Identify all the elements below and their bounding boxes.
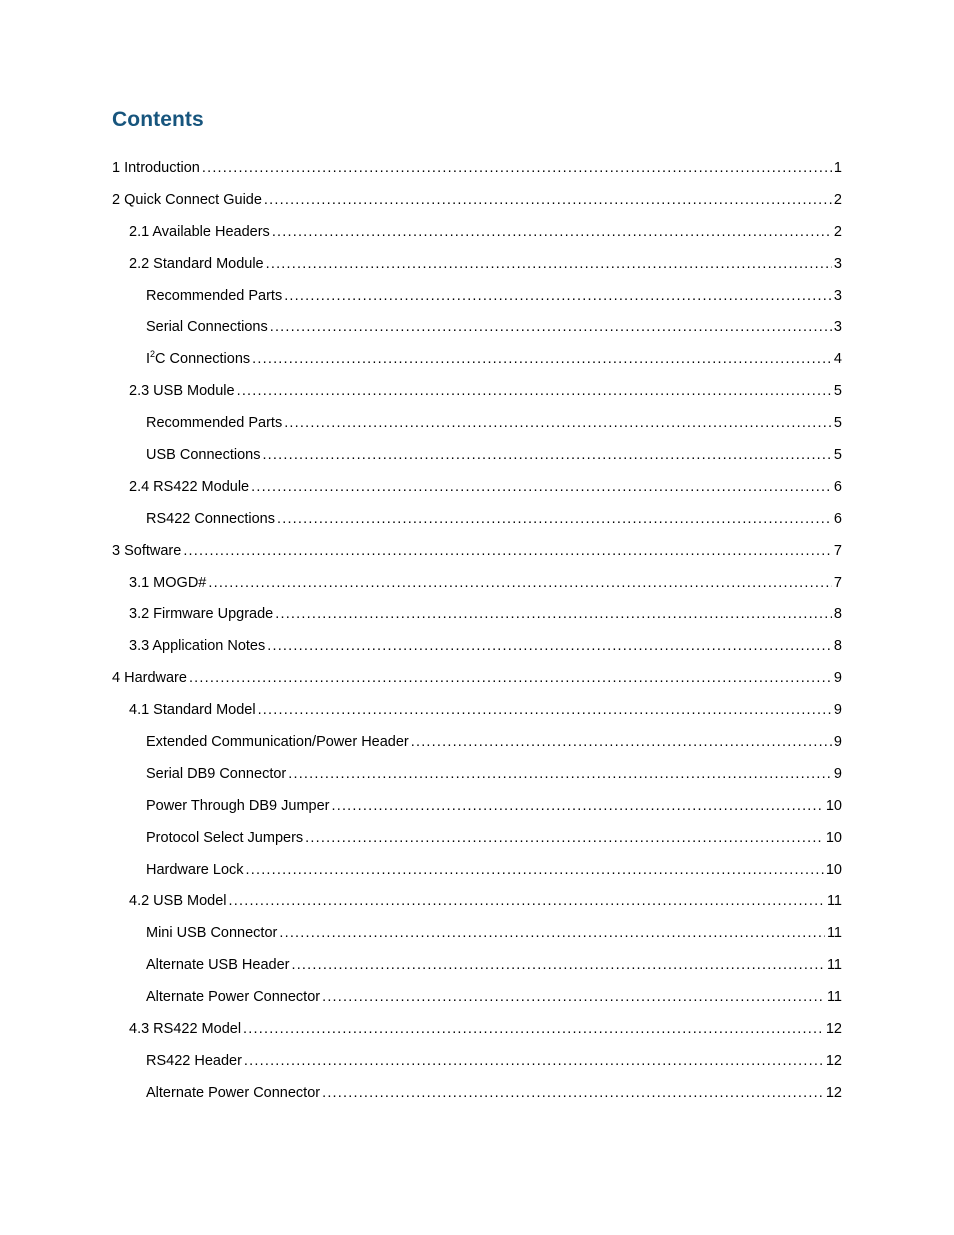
toc-entry[interactable] — [112, 537, 842, 569]
dot-leader — [284, 409, 832, 437]
toc-entry[interactable] — [112, 760, 842, 792]
toc-entry-title: 3.2 Firmware Upgrade — [129, 606, 274, 623]
toc-page-number: 10 — [825, 829, 842, 846]
dot-leader — [270, 313, 832, 341]
toc-entry[interactable] — [112, 792, 842, 824]
toc-entry-title: Alternate USB Header — [146, 957, 290, 974]
dot-leader — [275, 600, 832, 628]
toc-page-number: 9 — [833, 765, 842, 782]
toc-entry-title: Serial Connections — [146, 319, 268, 336]
toc-entry[interactable] — [112, 186, 842, 218]
toc-entry[interactable] — [112, 282, 842, 314]
toc-entry-title-prefix: I — [146, 351, 151, 368]
dot-leader — [267, 632, 832, 660]
toc-entry[interactable] — [112, 473, 842, 505]
toc-entry-title: 4.3 RS422 Model — [129, 1021, 242, 1038]
toc-page-number: 3 — [833, 287, 842, 304]
toc-entry-title: Protocol Select Jumpers — [146, 829, 304, 846]
toc-entry[interactable] — [112, 919, 842, 951]
dot-leader — [246, 856, 824, 884]
toc-entry-title: Hardware Lock — [146, 861, 244, 878]
toc-page-number: 11 — [826, 989, 842, 1006]
toc-entry[interactable] — [112, 632, 842, 664]
toc-entry-title: 1 Introduction — [112, 160, 200, 176]
toc-page-number: 7 — [833, 542, 842, 559]
toc-entry-title: Alternate Power Connector — [146, 989, 321, 1006]
toc-page-number: 3 — [833, 255, 842, 272]
toc-page-number: 8 — [833, 606, 842, 623]
dot-leader — [279, 919, 825, 947]
toc-entry[interactable] — [112, 377, 842, 409]
toc-entry-title: 4.2 USB Model — [129, 893, 227, 910]
toc-entry[interactable] — [112, 887, 842, 919]
toc-entry[interactable] — [112, 728, 842, 760]
dot-leader — [322, 1079, 824, 1107]
dot-leader — [272, 218, 832, 246]
toc-entry[interactable] — [112, 505, 842, 537]
toc-page-number: 5 — [833, 415, 842, 432]
toc-entry-title: 4 Hardware — [112, 670, 187, 687]
toc-entry[interactable] — [112, 1047, 842, 1079]
toc-page-number: 9 — [833, 702, 842, 719]
dot-leader — [183, 537, 832, 565]
dot-leader — [262, 441, 831, 469]
toc-entry-title: 2.3 USB Module — [129, 383, 235, 400]
dot-leader — [237, 377, 832, 405]
dot-leader — [291, 951, 824, 979]
toc-page-number: 1 — [833, 160, 842, 176]
toc-page-number: 2 — [833, 191, 842, 208]
toc-page-number: 9 — [833, 670, 842, 687]
toc-page-number: 8 — [833, 638, 842, 655]
toc-entry[interactable] — [112, 154, 842, 186]
toc-page-number: 10 — [825, 797, 842, 814]
toc-entry-title — [146, 345, 250, 373]
toc-entry[interactable] — [112, 951, 842, 983]
toc-entry-title: 3.3 Application Notes — [129, 638, 266, 655]
toc-entry-title: 3 Software — [112, 542, 182, 559]
dot-leader — [266, 250, 832, 278]
toc-entry-title: 2 Quick Connect Guide — [112, 191, 262, 208]
toc-entry[interactable] — [112, 824, 842, 856]
toc-entry[interactable] — [112, 1079, 842, 1111]
toc-entry[interactable] — [112, 409, 842, 441]
toc-page-number: 11 — [826, 893, 842, 910]
toc-entry-title: Alternate Power Connector — [146, 1084, 321, 1101]
dot-leader — [277, 505, 832, 533]
dot-leader — [252, 345, 832, 373]
dot-leader — [189, 664, 832, 692]
toc-page-number: 12 — [825, 1021, 842, 1038]
toc-page-number: 11 — [826, 957, 842, 974]
toc-entry-title: Power Through DB9 Jumper — [146, 797, 330, 814]
toc-page-number: 3 — [833, 319, 842, 336]
toc-page-number: 2 — [833, 223, 842, 240]
toc-entry[interactable] — [112, 983, 842, 1015]
toc-entry[interactable] — [112, 250, 842, 282]
dot-leader — [251, 473, 832, 501]
toc-page-number: 5 — [833, 447, 842, 464]
toc-page-number: 6 — [833, 478, 842, 495]
toc-entry[interactable] — [112, 218, 842, 250]
toc-entry-title: 3.1 MOGD# — [129, 574, 207, 591]
toc-entry-title: 2.1 Available Headers — [129, 223, 270, 240]
toc-entry-title: 2.2 Standard Module — [129, 255, 264, 272]
dot-leader — [322, 983, 825, 1011]
dot-leader — [244, 1047, 824, 1075]
toc-page-number: 11 — [826, 925, 842, 942]
toc-entry[interactable] — [112, 1015, 842, 1047]
dot-leader — [258, 696, 832, 724]
toc-page-number: 9 — [833, 734, 842, 751]
toc-page-number: 12 — [825, 1052, 842, 1069]
toc-entry[interactable] — [112, 696, 842, 728]
toc-entry-title: Serial DB9 Connector — [146, 765, 287, 782]
toc-entry[interactable] — [112, 600, 842, 632]
toc-entry-title-suffix: C Connections — [155, 351, 251, 368]
dot-leader — [305, 824, 824, 852]
toc-entry[interactable] — [112, 856, 842, 888]
dot-leader — [243, 1015, 824, 1043]
toc-entry-title: Mini USB Connector — [146, 925, 278, 942]
toc-entry-title: USB Connections — [146, 447, 261, 464]
toc-entry-title: RS422 Connections — [146, 510, 275, 527]
dot-leader — [208, 569, 832, 597]
toc-page-number: 7 — [833, 574, 842, 591]
toc-entry[interactable] — [112, 569, 842, 601]
toc-page-number: 5 — [833, 383, 842, 400]
toc-page-number: 10 — [825, 861, 842, 878]
toc-entry-title: RS422 Header — [146, 1052, 242, 1069]
toc-entry[interactable] — [112, 313, 842, 345]
toc-page-number: 6 — [833, 510, 842, 527]
dot-leader — [411, 728, 832, 756]
dot-leader — [284, 282, 832, 310]
toc-entry-title: 4.1 Standard Model — [129, 702, 256, 719]
toc-page-number: 12 — [825, 1084, 842, 1101]
dot-leader — [332, 792, 824, 820]
table-of-contents — [112, 154, 842, 1111]
toc-heading: Contents — [112, 108, 204, 131]
toc-entry-title: 2.4 RS422 Module — [129, 478, 250, 495]
toc-entry-title: Recommended Parts — [146, 415, 283, 432]
dot-leader — [264, 186, 832, 214]
dot-leader — [229, 887, 825, 915]
toc-entry-title: Recommended Parts — [146, 287, 283, 304]
toc-entry[interactable] — [112, 345, 842, 377]
toc-entry[interactable] — [112, 664, 842, 696]
toc-entry[interactable] — [112, 441, 842, 473]
dot-leader — [202, 154, 832, 182]
dot-leader — [288, 760, 832, 788]
toc-entry-title-superscript: 2 — [150, 349, 156, 360]
toc-entry-title: Extended Communication/Power Header — [146, 734, 409, 751]
toc-page-number: 4 — [833, 351, 842, 368]
